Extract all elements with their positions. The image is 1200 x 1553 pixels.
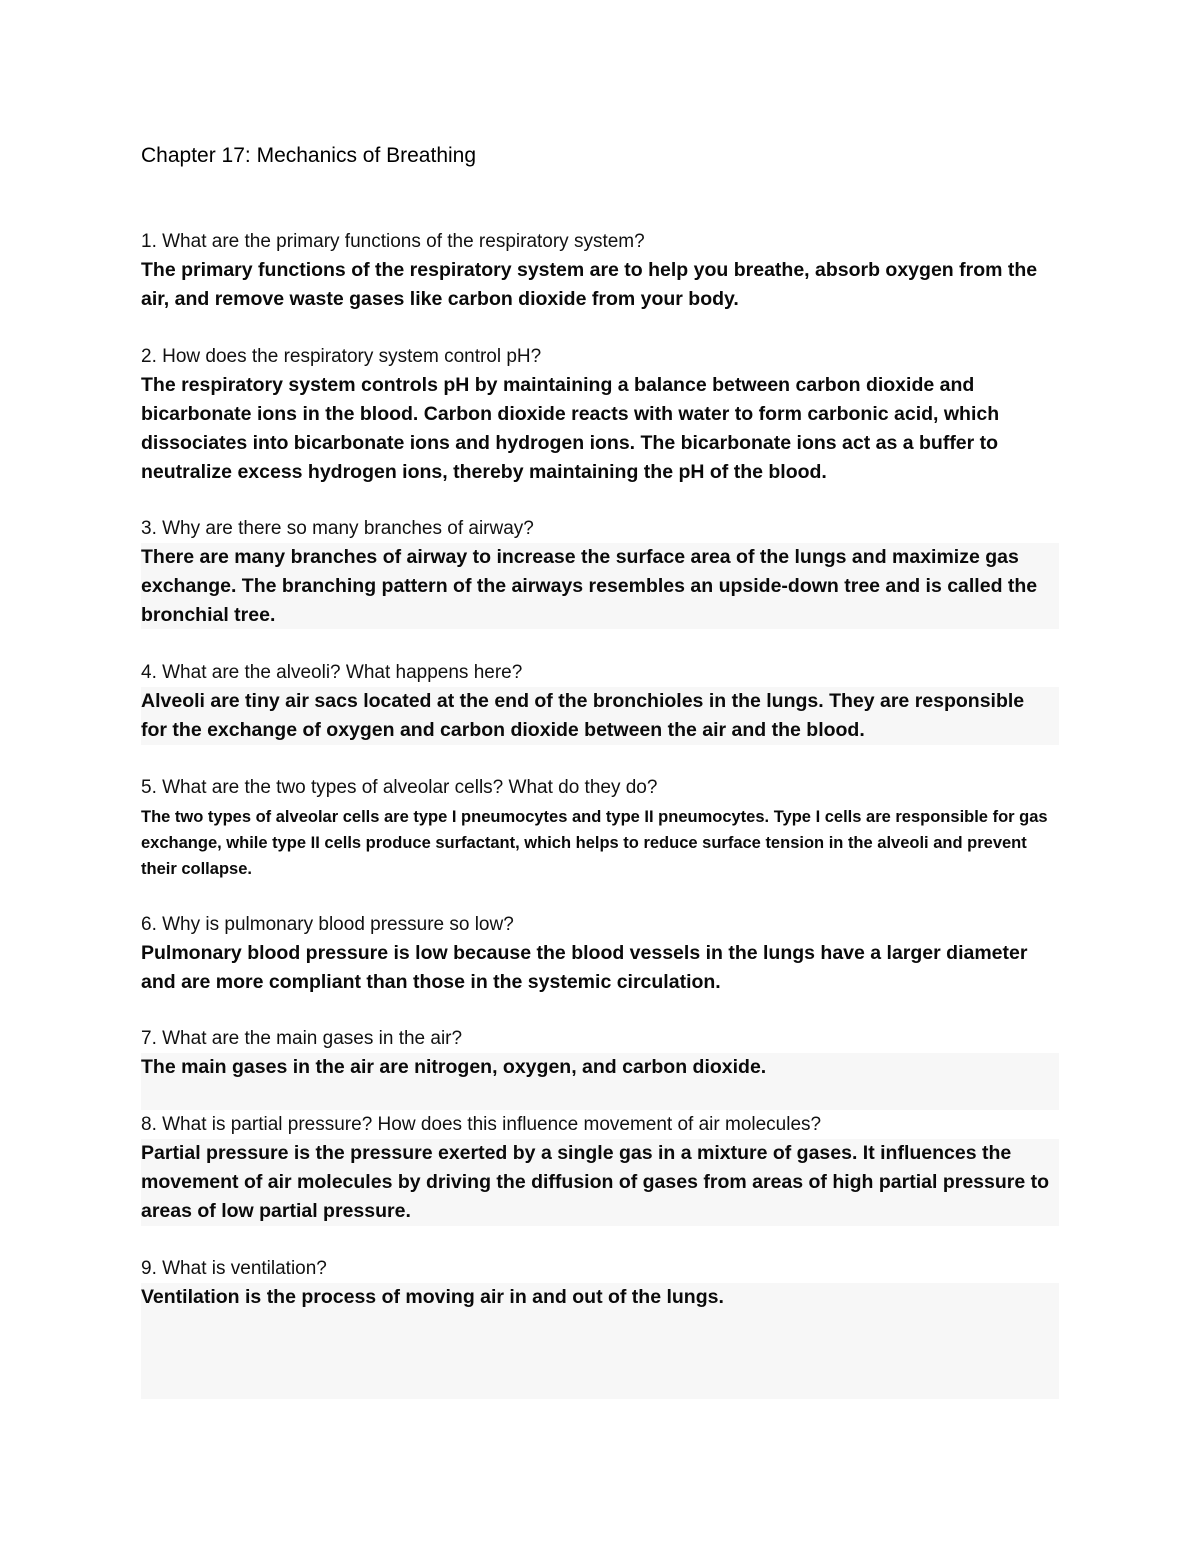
qa-item-8 [141,1111,1059,1226]
qa-item-7 [141,1025,1059,1110]
answer-1: The primary functions of the respiratory system are to help you breathe, absorb oxygen from the air, and remove waste gases like carbon dioxide from your body. [141,259,1038,310]
question-8: 8. What is partial pressure? How does this influence movement of air molecules? [141,1114,822,1135]
question-1: 1. What are the primary functions of the respiratory system? [141,231,645,252]
question-7: 7. What are the main gases in the air? [141,1028,463,1049]
answer-8: Partial pressure is the pressure exerted by a single gas in a mixture of gases. It influences the movement of air molecules by driving the diffusion of gases from areas of high partial pressure to areas of low partial pressure. [141,1139,1059,1226]
question-2: 2. How does the respiratory system control pH? [141,346,542,367]
qa-item-2 [141,343,1059,487]
question-4: 4. What are the alveoli? What happens here? [141,662,523,683]
chapter-title: Chapter 17: Mechanics of Breathing [141,144,477,167]
answer-6: Pulmonary blood pressure is low because the blood vessels in the lungs have a larger diameter and are more compliant than those in the systemic circulation. [141,942,1028,993]
answer-3: There are many branches of airway to increase the surface area of the lungs and maximize gas exchange. The branching pattern of the airways resembles an upside-down tree and is called the bronchial tree. [141,543,1059,629]
answer-7: The main gases in the air are nitrogen, oxygen, and carbon dioxide. [141,1053,1059,1110]
qa-item-3 [141,515,1059,629]
question-5: 5. What are the two types of alveolar cells? What do they do? [141,777,658,798]
qa-item-1 [141,228,1059,314]
question-9: 9. What is ventilation? [141,1258,327,1279]
question-6: 6. Why is pulmonary blood pressure so low? [141,914,514,935]
answer-4: Alveoli are tiny air sacs located at the end of the bronchioles in the lungs. They are responsible for the exchange of oxygen and carbon dioxide between the air and the blood. [141,687,1059,745]
qa-item-9 [141,1255,1059,1399]
answer-5: The two types of alveolar cells are type I pneumocytes and type II pneumocytes. Type I cells are responsible for gas exchange, while type II cells produce surfactant, which helps to reduce surface tension in the alveoli and prevent their collapse. [141,808,1048,878]
qa-item-5 [141,774,1059,882]
qa-item-4 [141,659,1059,745]
question-3: 3. Why are there so many branches of airway? [141,518,534,539]
answer-9: Ventilation is the process of moving air in and out of the lungs. [141,1283,1059,1399]
answer-2: The respiratory system controls pH by maintaining a balance between carbon dioxide and bicarbonate ions in the blood. Carbon dioxide reacts with water to form carbonic acid, which dissociates into bicarbonate ions and hydrogen ions. The bicarbonate ions act as a buffer to neutralize excess hydrogen ions, thereby maintaining the pH of the blood. [141,374,1000,483]
qa-item-6 [141,911,1059,997]
